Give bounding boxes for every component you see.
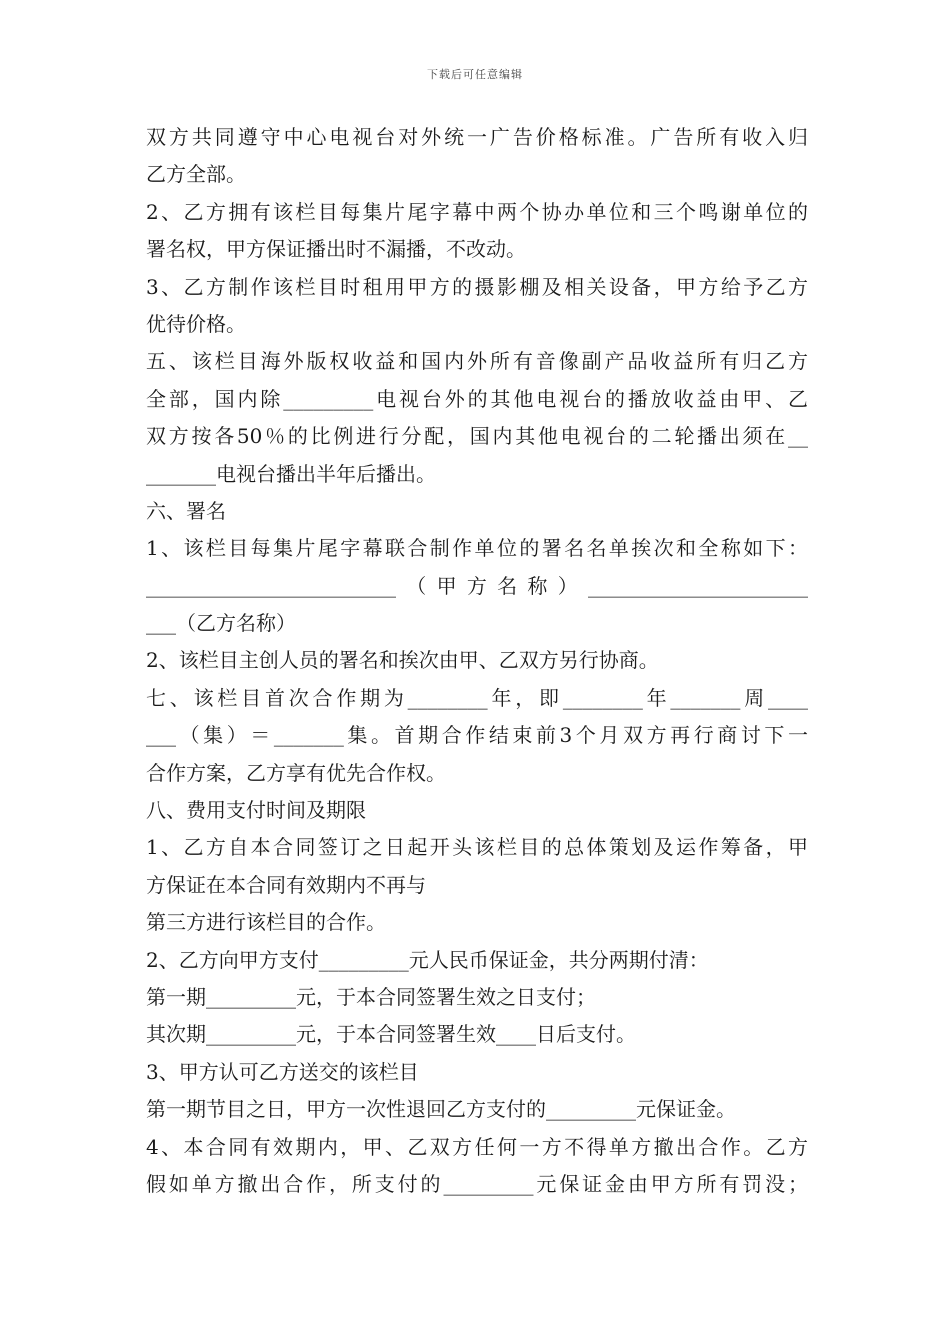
body-line: 2、乙方拥有该栏目每集片尾字幕中两个协办单位和三个鸣谢单位的	[146, 199, 808, 224]
body-line: 双方共同遵守中心电视台对外统一广告价格标准。广告所有收入归	[146, 125, 808, 149]
body-line: 优待价格。	[146, 311, 246, 336]
body-line: 全部，国内除_________电视台外的其他电视台的播放收益由甲、乙	[146, 386, 808, 411]
document-body	[146, 119, 808, 1203]
body-line: 第一期_________元，于本合同签署生效之日支付；	[146, 984, 596, 1009]
section-heading: 八、费用支付时间及期限	[146, 798, 366, 823]
body-line: 第三方进行该栏目的合作。	[146, 910, 386, 935]
body-line: 第一期节目之日，甲方一次性退回乙方支付的_________元保证金。	[146, 1097, 736, 1122]
section-heading: 六、署名	[146, 498, 226, 523]
body-line: 五、该栏目海外版权收益和国内外所有音像副产品收益所有归乙方	[146, 349, 808, 374]
body-line: _______电视台播出半年后播出。	[146, 461, 436, 486]
body-line: _________________________（甲方名称）______________________	[146, 573, 808, 598]
body-line: 署名权，甲方保证播出时不漏播，不改动。	[146, 237, 526, 262]
body-line: 1、乙方自本合同签订之日起开头该栏目的总体策划及运作筹备，甲	[146, 835, 808, 860]
body-line: 1、该栏目每集片尾字幕联合制作单位的署名名单挨次和全称如下：	[146, 536, 808, 561]
body-line: 假如单方撤出合作，所支付的_________元保证金由甲方所有罚没；	[146, 1171, 808, 1196]
body-line: 其次期_________元，于本合同签署生效____日后支付。	[146, 1022, 636, 1047]
body-line: 3、甲方认可乙方送交的该栏目	[146, 1059, 419, 1084]
body-line: ___（集）＝_______集。首期合作结束前3个月双方再行商讨下一	[146, 723, 808, 748]
body-line: 双方按各50％的比例进行分配，国内其他电视台的二轮播出须在__	[146, 424, 808, 449]
body-line: 3、乙方制作该栏目时租用甲方的摄影棚及相关设备，甲方给予乙方	[146, 274, 808, 299]
body-line: 合作方案，乙方享有优先合作权。	[146, 760, 446, 785]
body-line: 七、该栏目首次合作期为________年，即________年_______周____	[146, 685, 808, 710]
page-header-note: 下载后可任意编辑	[427, 68, 523, 81]
body-line: 2、乙方向甲方支付_________元人民币保证金，共分两期付清：	[146, 947, 709, 972]
body-line: ___（乙方名称）	[146, 611, 296, 636]
body-line: 方保证在本合同有效期内不再与	[146, 872, 426, 897]
body-line: 乙方全部。	[146, 162, 246, 187]
body-line: 2、该栏目主创人员的署名和挨次由甲、乙双方另行协商。	[146, 648, 659, 673]
body-line: 4、本合同有效期内，甲、乙双方任何一方不得单方撤出合作。乙方	[146, 1134, 808, 1159]
